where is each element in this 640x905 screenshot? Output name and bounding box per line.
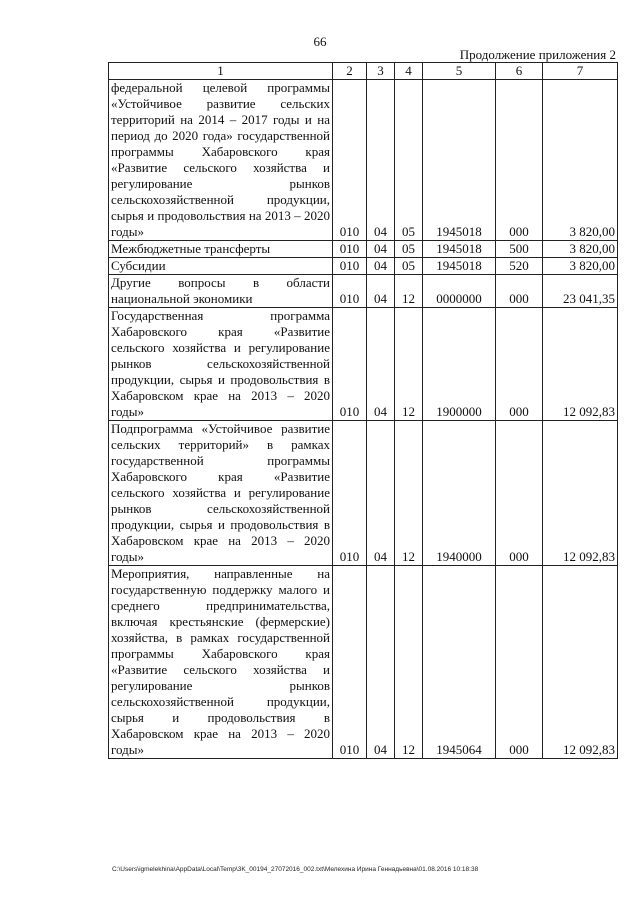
header-row bbox=[109, 63, 618, 80]
row-amount: 3 820,00 bbox=[543, 241, 618, 258]
row-col-3: 04 bbox=[367, 308, 395, 421]
header-cell-7: 7 bbox=[543, 63, 618, 80]
row-col-2: 010 bbox=[333, 566, 367, 759]
row-col-3: 04 bbox=[367, 275, 395, 308]
row-amount: 3 820,00 bbox=[543, 80, 618, 241]
row-name: Субсидии bbox=[109, 258, 333, 275]
row-amount: 3 820,00 bbox=[543, 258, 618, 275]
header-cell-5: 5 bbox=[423, 63, 496, 80]
table-row bbox=[109, 258, 618, 275]
table-row bbox=[109, 566, 618, 759]
row-col-2: 010 bbox=[333, 421, 367, 566]
row-col-3: 04 bbox=[367, 258, 395, 275]
row-col-4: 05 bbox=[395, 241, 423, 258]
row-col-3: 04 bbox=[367, 421, 395, 566]
row-col-4: 12 bbox=[395, 421, 423, 566]
row-col-5: 1945018 bbox=[423, 241, 496, 258]
row-col-6: 000 bbox=[496, 421, 543, 566]
row-name: федеральной целевой программы «Устойчивое развитие сельских территорий на 2014 – 2017 годы и на период до 2020 года» государственной программы Хабаровского края «Развитие сельского хозяйства и регулирование рынков сельскохозяйственной продукции, сырья и продовольствия на 2013 – 2020 годы» bbox=[109, 80, 333, 241]
row-col-2: 010 bbox=[333, 258, 367, 275]
budget-table bbox=[108, 62, 618, 759]
row-col-2: 010 bbox=[333, 80, 367, 241]
row-col-6: 000 bbox=[496, 80, 543, 241]
row-col-6: 000 bbox=[496, 275, 543, 308]
row-col-6: 000 bbox=[496, 308, 543, 421]
row-col-5: 1940000 bbox=[423, 421, 496, 566]
row-col-5: 1945018 bbox=[423, 80, 496, 241]
row-name: Межбюджетные трансферты bbox=[109, 241, 333, 258]
row-name: Другие вопросы в области национальной экономики bbox=[109, 275, 333, 308]
row-col-2: 010 bbox=[333, 241, 367, 258]
continuation-label: Продолжение приложения 2 bbox=[459, 47, 616, 62]
row-col-4: 05 bbox=[395, 258, 423, 275]
file-path-footer: C:\Users\igmelekhina\AppData\Local\Temp\3K_00194_27072016_002.txt\Мелехина Ирина Геннадьевна\01.08.2016 10:18:38 bbox=[112, 866, 479, 873]
row-col-4: 12 bbox=[395, 275, 423, 308]
table-row bbox=[109, 241, 618, 258]
row-name: Мероприятия, направленные на государственную поддержку малого и среднего предпринимательства, включая крестьянские (фермерские) хозяйства, в рамках государственной программы Хабаровского края «Развитие сельского хозяйства и регулирование рынков сельскохозяйственной продукции, сырья и продовольствия в Хабаровском крае на 2013 – 2020 годы» bbox=[109, 566, 333, 759]
row-amount: 12 092,83 bbox=[543, 421, 618, 566]
header-cell-4: 4 bbox=[395, 63, 423, 80]
row-name: Государственная программа Хабаровского края «Развитие сельского хозяйства и регулирование рынков сельскохозяйственной продукции, сырья и продовольствия в Хабаровском крае на 2013 – 2020 годы» bbox=[109, 308, 333, 421]
row-col-4: 12 bbox=[395, 566, 423, 759]
row-col-6: 500 bbox=[496, 241, 543, 258]
table-row bbox=[109, 275, 618, 308]
row-amount: 12 092,83 bbox=[543, 566, 618, 759]
page-number: 66 bbox=[313, 34, 327, 49]
header-cell-1: 1 bbox=[109, 63, 333, 80]
row-col-6: 520 bbox=[496, 258, 543, 275]
header-cell-3: 3 bbox=[367, 63, 395, 80]
row-col-5: 1945018 bbox=[423, 258, 496, 275]
row-col-3: 04 bbox=[367, 80, 395, 241]
row-col-4: 12 bbox=[395, 308, 423, 421]
row-col-3: 04 bbox=[367, 241, 395, 258]
row-col-5: 0000000 bbox=[423, 275, 496, 308]
row-name: Подпрограмма «Устойчивое развитие сельских территорий» в рамках государственной программы Хабаровского края «Развитие сельского хозяйства и регулирование рынков сельскохозяйственной продукции, сырья и продовольствия в Хабаровском крае на 2013 – 2020 годы» bbox=[109, 421, 333, 566]
row-col-5: 1945064 bbox=[423, 566, 496, 759]
row-col-2: 010 bbox=[333, 275, 367, 308]
table-row bbox=[109, 80, 618, 241]
row-col-3: 04 bbox=[367, 566, 395, 759]
row-col-4: 05 bbox=[395, 80, 423, 241]
row-amount: 23 041,35 bbox=[543, 275, 618, 308]
row-col-2: 010 bbox=[333, 308, 367, 421]
header-cell-2: 2 bbox=[333, 63, 367, 80]
row-amount: 12 092,83 bbox=[543, 308, 618, 421]
row-col-5: 1900000 bbox=[423, 308, 496, 421]
header-cell-6: 6 bbox=[496, 63, 543, 80]
table-row bbox=[109, 421, 618, 566]
row-col-6: 000 bbox=[496, 566, 543, 759]
table-row bbox=[109, 308, 618, 421]
